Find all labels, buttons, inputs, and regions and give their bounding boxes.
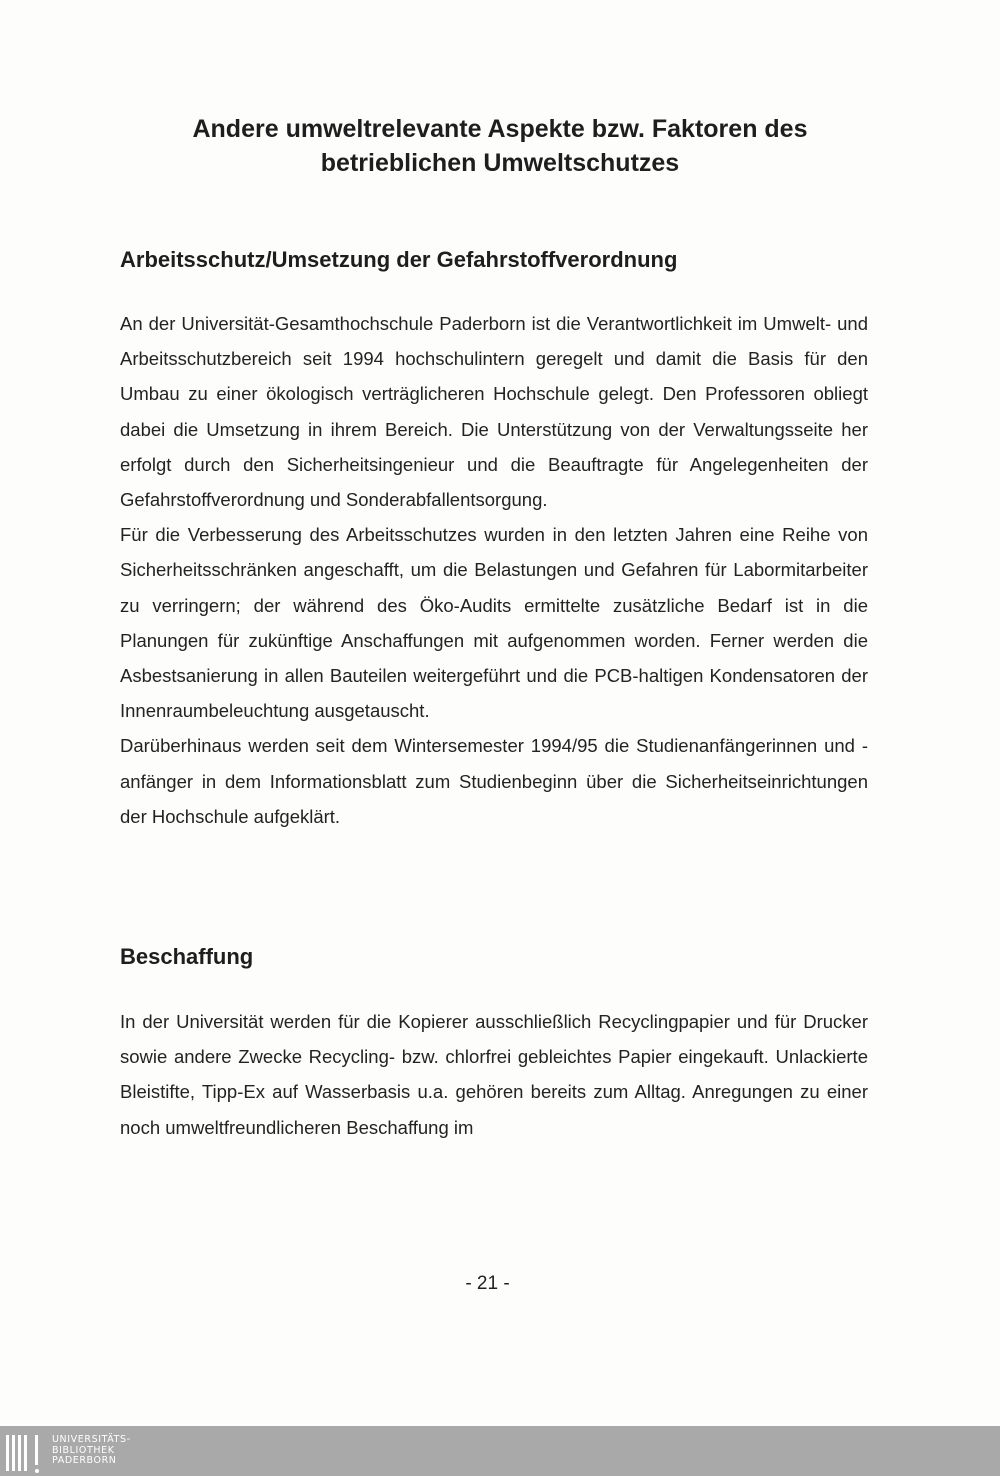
library-footer-bar	[0, 1426, 1000, 1476]
logo-line-1: UNIVERSITÄTS-	[52, 1434, 131, 1446]
logo-line-3: PADERBORN	[52, 1455, 117, 1467]
section-body-arbeitsschutz	[120, 306, 868, 834]
paragraph: An der Universität-Gesamthochschule Paderborn ist die Verantwortlichkeit im Umwelt- und Arbeitsschutzbereich seit 1994 hochschulintern geregelt und damit die Basis für den Umbau zu einer ökologisch verträglicheren Hochschule gelegt. Den Professoren obliegt dabei die Umsetzung in ihrem Bereich. Die Unterstützung von der Verwaltungsseite her erfolgt durch den Sicherheitsingenieur und die Beauftragte für Angelegenheiten der Gefahrstoffverordnung und Sonderabfallentsorgung.	[120, 313, 868, 511]
page-number: - 21 -	[465, 1273, 510, 1294]
page-title-line-1: Andere umweltrelevante Aspekte bzw. Faktoren des	[192, 115, 808, 143]
page-title	[120, 112, 880, 180]
logo-line-2: BIBLIOTHEK	[52, 1444, 115, 1456]
library-logo	[0, 1426, 131, 1476]
paragraph: In der Universität werden für die Kopierer ausschließlich Recyclingpapier und für Drucker sowie andere Zwecke Recycling- bzw. chlorfrei gebleichtes Papier eingekauft. Unlackierte Bleistifte, Tipp-Ex auf Wasserbasis u.a. gehören bereits zum Alltag. Anregungen zu einer noch umweltfreundlicheren Beschaffung im	[120, 1011, 868, 1138]
paragraph: Darüberhinaus werden seit dem Wintersemester 1994/95 die Studienanfängerinnen und -anfänger in dem Informationsblatt zum Studienbeginn über die Sicherheitseinrichtungen der Hochschule aufgeklärt.	[120, 735, 868, 827]
section-heading-arbeitsschutz: Arbeitsschutz/Umsetzung der Gefahrstoffverordnung	[120, 247, 678, 272]
section-body-beschaffung	[120, 1004, 868, 1145]
paragraph: Für die Verbesserung des Arbeitsschutzes wurden in den letzten Jahren eine Reihe von Sicherheitsschränken angeschafft, um die Belastungen und Gefahren für Labormitarbeiter zu verringern; der während des Öko-Audits ermittelte zusätzliche Bedarf ist in die Planungen für zukünftige Anschaffungen mit aufgenommen worden. Ferner werden die Asbestsanierung in allen Bauteilen weitergeführt und die PCB-haltigen Kondensatoren der Innenraumbeleuchtung ausgetauscht.	[120, 524, 868, 722]
library-logo-text	[52, 1435, 131, 1467]
page-title-line-2: betrieblichen Umweltschutzes	[320, 149, 680, 177]
section-heading-beschaffung: Beschaffung	[120, 944, 254, 969]
library-logo-icon	[4, 1431, 56, 1471]
